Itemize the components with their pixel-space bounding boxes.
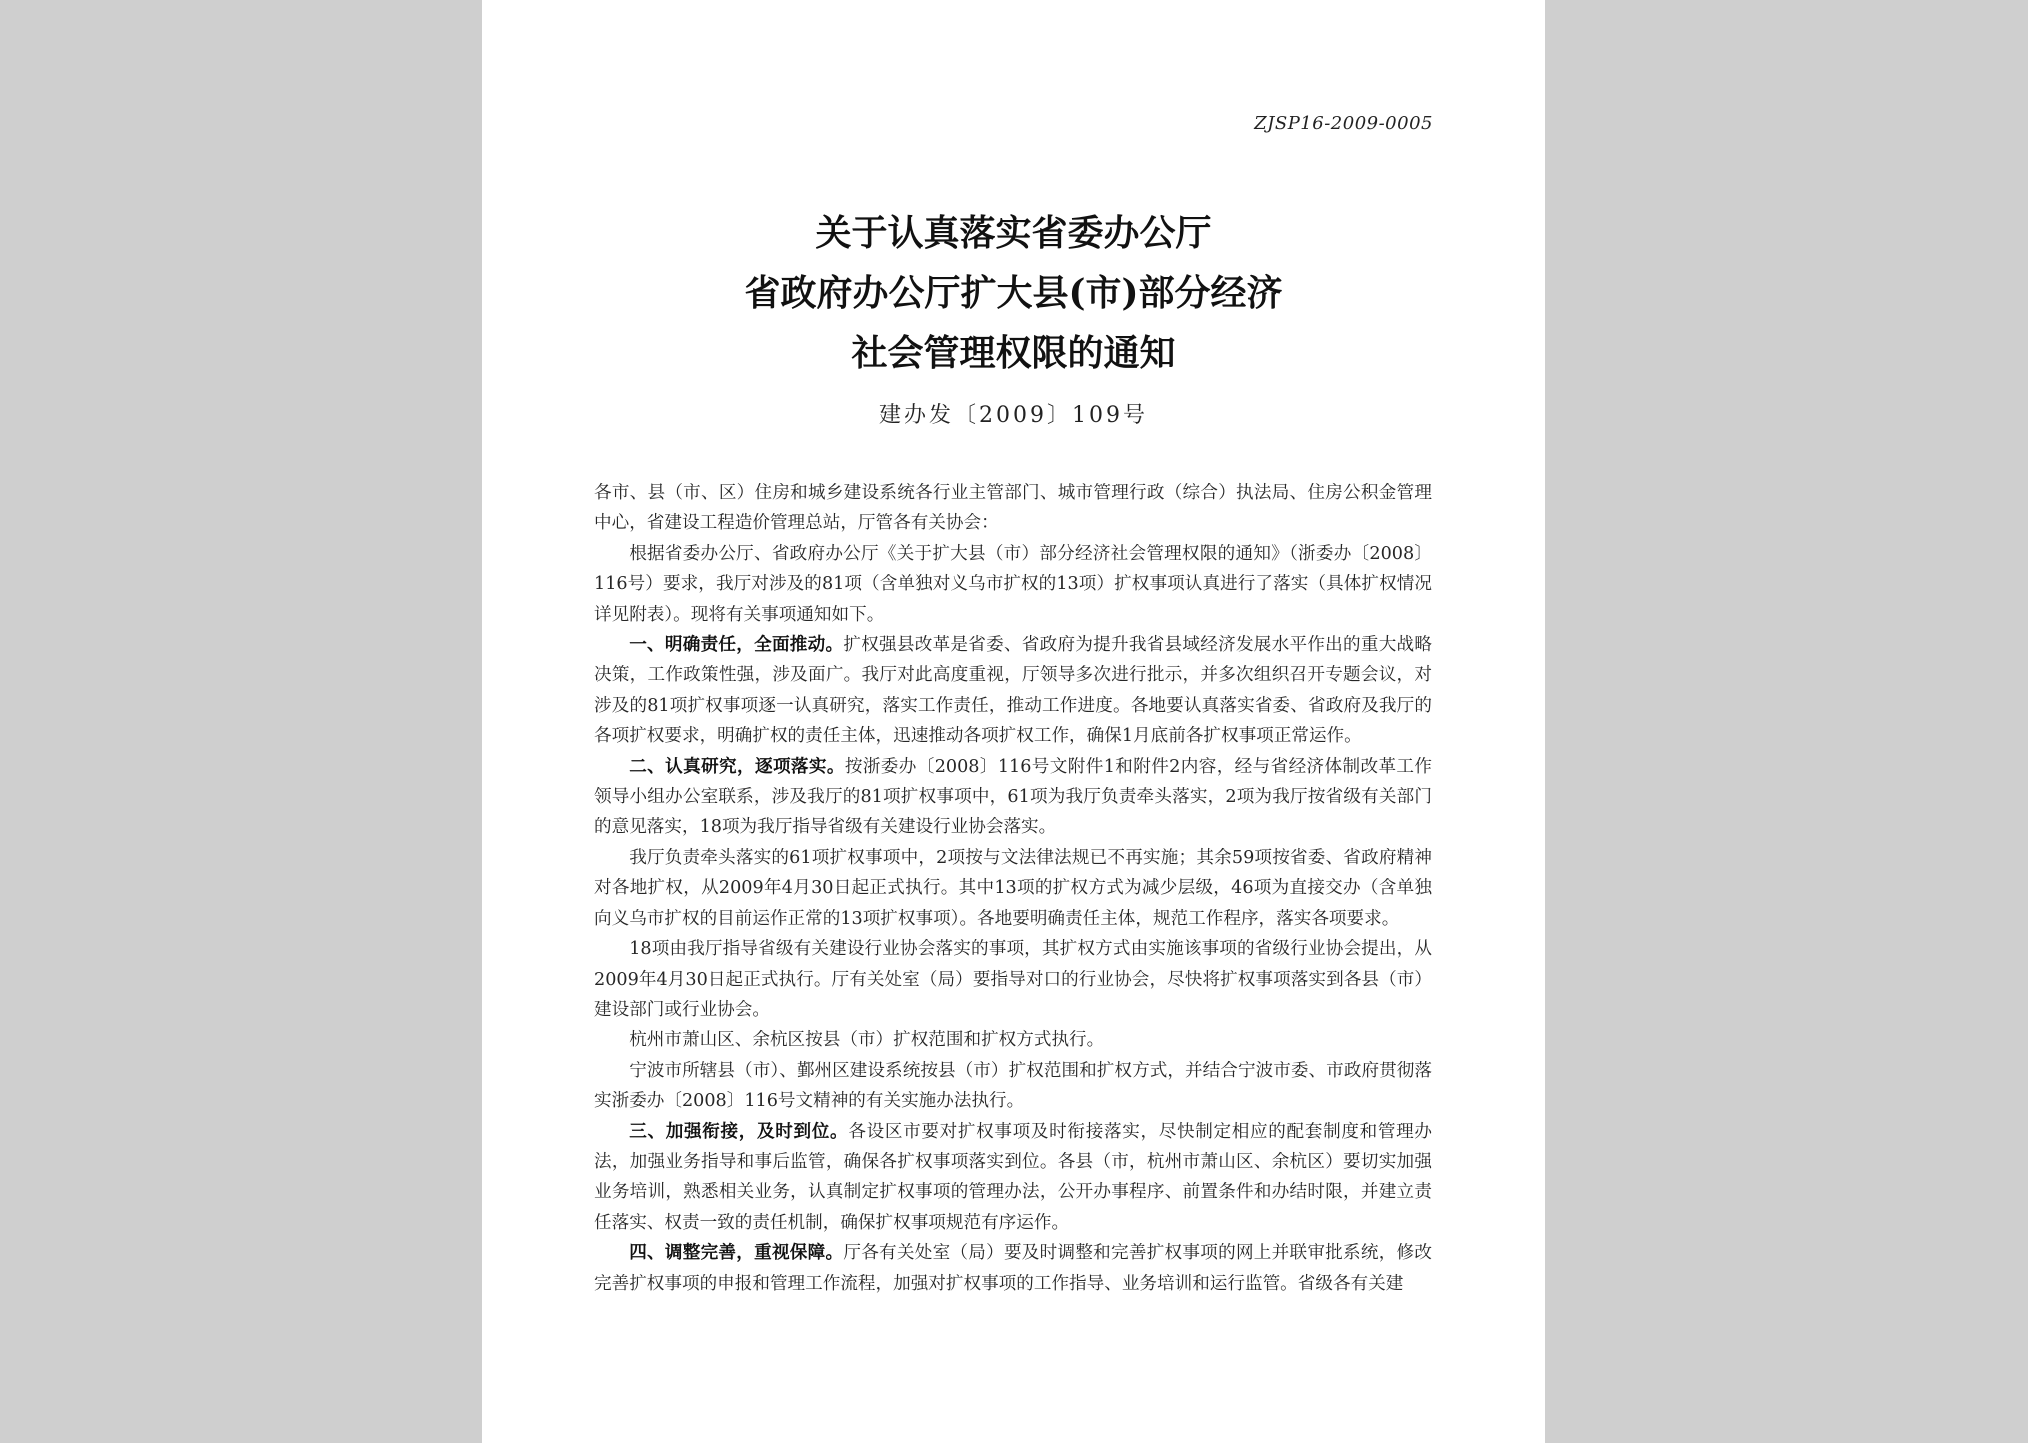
section-text: 厅各有关处室（局）要及时调整和完善扩权事项的网上并联审批系统，修改完善扩权事项的申报和管理工作流程，加强对扩权事项的工作指导、业务培训和运行监管。省级各有关建 xyxy=(594,1243,1432,1294)
title-line-3: 社会管理权限的通知 xyxy=(851,332,1176,374)
section-heading: 四、调整完善，重视保障。 xyxy=(629,1242,844,1264)
paragraph: 18项由我厅指导省级有关建设行业协会落实的事项，其扩权方式由实施该事项的省级行业协会提出，从2009年4月30日起正式执行。厅有关处室（局）要指导对口的行业协会，尽快将扩权事项落实到各县（市）建设部门或行业协会。 xyxy=(594,939,1432,1020)
section-2 xyxy=(594,752,1432,843)
section-4 xyxy=(594,1238,1432,1299)
section-heading: 二、认真研究，逐项落实。 xyxy=(629,755,845,777)
document-title xyxy=(482,203,1545,383)
title-line-1: 关于认真落实省委办公厅 xyxy=(815,212,1212,254)
paragraph: 杭州市萧山区、余杭区按县（市）扩权范围和扩权方式执行。 xyxy=(629,1030,1105,1051)
section-3 xyxy=(594,1117,1432,1239)
title-line-2: 省政府办公厅扩大县(市)部分经济 xyxy=(744,272,1283,314)
document-page xyxy=(482,0,1545,1443)
salutation: 各市、县（市、区）住房和城乡建设系统各行业主管部门、城市管理行政（综合）执法局、住房公积金管理中心，省建设工程造价管理总站，厅管各有关协会： xyxy=(594,483,1432,534)
section-text: 扩权强县改革是省委、省政府为提升我省县域经济发展水平作出的重大战略决策，工作政策性强，涉及面广。我厅对此高度重视，厅领导多次进行批示，并多次组织召开专题会议，对涉及的81项扩权事项逐一认真研究，落实工作责任，推动工作进度。各地要认真落实省委、省政府及我厅的各项扩权要求，明确扩权的责任主体，迅速推动各项扩权工作，确保1月底前各扩权事项正常运作。 xyxy=(594,635,1432,747)
section-heading: 一、明确责任，全面推动。 xyxy=(629,634,844,656)
paragraph: 宁波市所辖县（市）、鄞州区建设系统按县（市）扩权范围和扩权方式，并结合宁波市委、市政府贯彻落实浙委办〔2008〕116号文精神的有关实施办法执行。 xyxy=(594,1060,1432,1112)
section-text: 按浙委办〔2008〕116号文附件1和附件2内容，经与省经济体制改革工作领导小组办公室联系，涉及我厅的81项扩权事项中，61项为我厅负责牵头落实，2项为我厅按省级有关部门的意见落实，18项为我厅指导省级有关建设行业协会落实。 xyxy=(594,756,1432,838)
document-code: ZJSP16-2009-0005 xyxy=(1254,113,1433,134)
document-body xyxy=(594,478,1432,1299)
document-number: 建办发〔2009〕109号 xyxy=(879,403,1148,428)
section-heading: 三、加强衔接，及时到位。 xyxy=(629,1120,849,1142)
paragraph: 根据省委办公厅、省政府办公厅《关于扩大县（市）部分经济社会管理权限的通知》（浙委办〔2008〕116号）要求，我厅对涉及的81项（含单独对义乌市扩权的13项）扩权事项认真进行了落实（具体扩权情况详见附表）。现将有关事项通知如下。 xyxy=(594,543,1432,625)
paragraph: 我厅负责牵头落实的61项扩权事项中，2项按与文法律法规已不再实施；其余59项按省委、省政府精神对各地扩权，从2009年4月30日起正式执行。其中13项的扩权方式为减少层级，46项为直接交办（含单独向义乌市扩权的目前运作正常的13项扩权事项）。各地要明确责任主体，规范工作程序，落实各项要求。 xyxy=(594,847,1432,929)
section-1 xyxy=(594,630,1432,752)
section-text: 各设区市要对扩权事项及时衔接落实，尽快制定相应的配套制度和管理办法，加强业务指导和事后监管，确保各扩权事项落实到位。各县（市，杭州市萧山区、余杭区）要切实加强业务培训，熟悉相关业务，认真制定扩权事项的管理办法，公开办事程序、前置条件和办结时限，并建立责任落实、权责一致的责任机制，确保扩权事项规范有序运作。 xyxy=(594,1121,1432,1233)
